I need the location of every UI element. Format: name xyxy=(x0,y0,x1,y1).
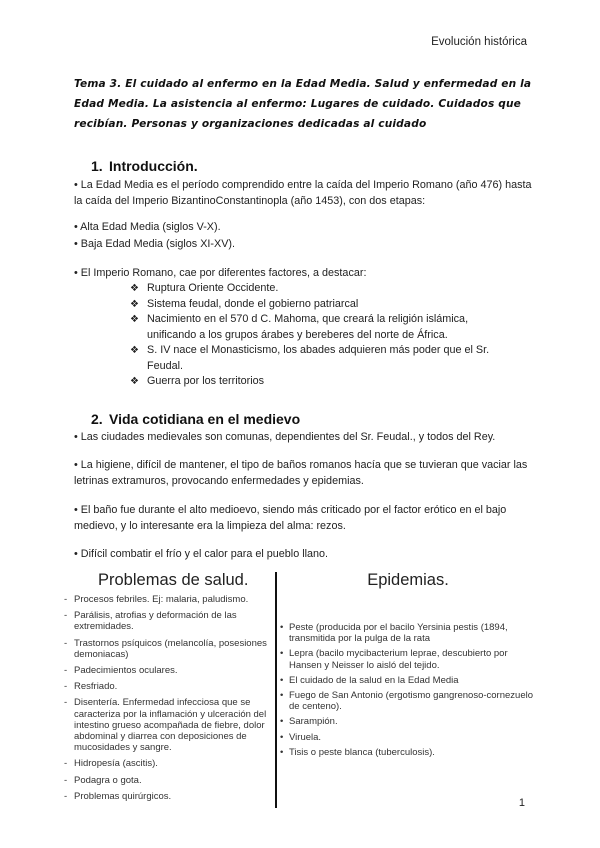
paragraph-cold-heat: • Difícil combatir el frío y el calor para el pueblo llano. xyxy=(74,548,329,560)
section-heading-introduction xyxy=(91,158,198,174)
list-item: - Resfriado. xyxy=(64,681,270,692)
list-item: • Lepra (bacilo mycibacterium leprae, descubierto por Hansen y Neisser lo aisló del tejido. xyxy=(280,648,536,670)
list-item: - Parálisis, atrofias y deformación de las extremidades. xyxy=(64,610,270,632)
diamond-bullet-icon: ❖ xyxy=(130,283,139,294)
list-item: - Trastornos psíquicos (melancolía, posesiones demoniacas) xyxy=(64,638,270,660)
paragraph-intro: • La Edad Media es el período comprendido entre la caída del Imperio Romano (año 476) hasta la caída del Imperio BizantinoConstantinopla (año 1453), con dos etapas: xyxy=(74,179,532,207)
list-item: • Tisis o peste blanca (tuberculosis). xyxy=(280,747,536,758)
paragraph-cities: • Las ciudades medievales son comunas, dependientes del Sr. Feudal., y todos del Rey. xyxy=(74,431,496,443)
paragraph-bath: • El baño fue durante el alto medioevo, siendo más criticado por el factor erótico en el bajo medievo, y lo interesante era la limpieza del alma: rezos. xyxy=(74,504,507,532)
epidemics-list xyxy=(280,622,536,758)
list-item: - Podagra o gota. xyxy=(64,775,270,786)
factor-list xyxy=(130,281,510,390)
diamond-bullet-icon: ❖ xyxy=(130,298,139,310)
column-divider xyxy=(275,572,277,808)
list-item: ❖ Guerra por los territorios xyxy=(130,374,510,390)
list-item: • Sarampión. xyxy=(280,716,536,727)
paragraph-low-middle-ages: • Baja Edad Media (siglos XI-XV). xyxy=(74,238,236,250)
running-header: Evolución histórica xyxy=(431,36,527,48)
paragraph-high-middle-ages: • Alta Edad Media (siglos V-X). xyxy=(74,221,221,233)
list-item: - Hidropesía (ascitis). xyxy=(64,758,270,769)
paragraph-hygiene: • La higiene, difícil de mantener, el tipo de baños romanos hacía que se tuvieran que vaciar las letrinas extramuros, provocando enfermedades y epidemias. xyxy=(74,459,528,487)
diamond-bullet-icon: ❖ xyxy=(130,345,139,356)
list-item: • Fuego de San Antonio (ergotismo gangrenoso-cornezuelo de centeno). xyxy=(280,690,536,712)
section-number: 2. xyxy=(91,411,103,427)
diamond-bullet-icon: ❖ xyxy=(130,376,139,387)
health-problems-column xyxy=(64,566,270,807)
list-item: - Padecimientos oculares. xyxy=(64,665,270,676)
list-item: • El cuidado de la salud en la Edad Media xyxy=(280,675,536,686)
list-item: ❖ Sistema feudal, donde el gobierno patriarcal xyxy=(130,297,510,313)
section-title: Introducción. xyxy=(109,158,198,174)
list-item: • Viruela. xyxy=(280,732,536,743)
document-title: Tema 3. El cuidado al enfermo en la Edad Media. Salud y enfermedad en la Edad Media. La asistencia al enfermo: Lugares de cuidado. Cuidados que recibían. Personas y organizaciones dedicadas al cuidado xyxy=(74,78,532,130)
health-epidemics-table xyxy=(64,566,540,808)
list-item: ❖ Ruptura Oriente Occidente. xyxy=(130,281,510,297)
health-problems-heading: Problemas de salud. xyxy=(98,571,249,589)
health-problems-list xyxy=(64,594,270,802)
list-item: - Disentería. Enfermedad infecciosa que se caracteriza por la inflamación y ulceración del intestino grueso acompañada de fiebre, dolor abdominal y diarrea con deposiciones de mucosidades y sangre. xyxy=(64,697,270,753)
section-title: Vida cotidiana en el medievo xyxy=(109,411,301,427)
diamond-bullet-icon: ❖ xyxy=(130,314,139,325)
section-number: 1. xyxy=(91,158,103,174)
epidemics-heading: Epidemias. xyxy=(367,571,449,589)
list-item: - Problemas quirúrgicos. xyxy=(64,791,270,802)
list-item: • Peste (producida por el bacilo Yersinia pestis (1894, transmitida por la pulga de la rata xyxy=(280,622,536,644)
paragraph-empire-falls: • El Imperio Romano, cae por diferentes factores, a destacar: xyxy=(74,267,367,279)
list-item: - Procesos febriles. Ej: malaria, paludismo. xyxy=(64,594,270,605)
epidemics-column xyxy=(280,566,536,762)
section-heading-daily-life xyxy=(91,411,300,427)
page-number: 1 xyxy=(518,797,525,809)
list-item: ❖ Nacimiento en el 570 d C. Mahoma, que creará la religión islámica, unificando a los grupos árabes y bereberes del norte de África. xyxy=(130,313,469,341)
list-item: ❖ S. IV nace el Monasticismo, los abades adquieren más poder que el Sr. Feudal. xyxy=(130,344,490,372)
